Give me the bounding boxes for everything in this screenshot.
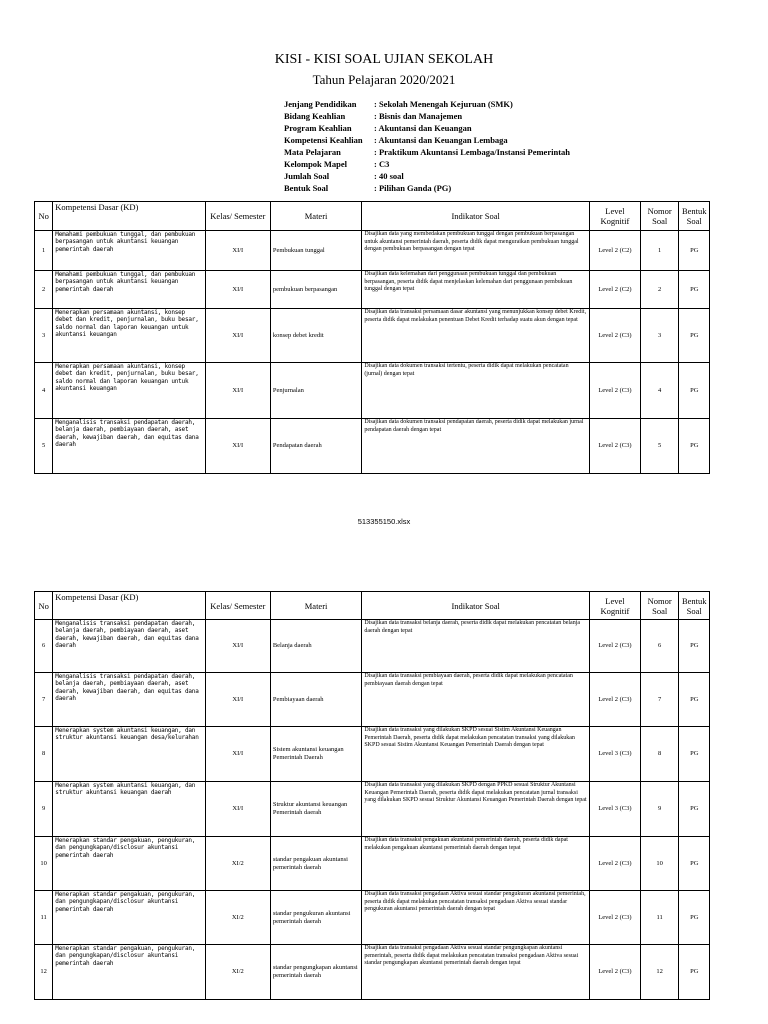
cell-kompetensi-dasar: Menganalisis transaksi pendapatan daerah, belanja daerah, pembiayaan daerah, aset daerah, kewajiban daerah, dan equitas dana daerah (53, 620, 205, 673)
cell-materi: standar pengungkapan akuntansi pemerintah daerah (270, 945, 361, 1000)
info-value: : Pilihan Ganda (PG) (374, 183, 452, 193)
cell-materi: Struktur akuntansi keuangan Pemerintah daerah (270, 782, 361, 837)
cell-materi: Belanja daerah (270, 620, 361, 673)
cell-level-kognitif: Level 2 (C3) (590, 837, 641, 891)
cell-kelas-semester: XI/I (205, 419, 270, 474)
cell-nomor-soal: 4 (640, 363, 679, 419)
cell-materi: Pembukuan tunggal (270, 231, 361, 271)
cell-level-kognitif: Level 2 (C3) (590, 419, 641, 474)
header-nomor: Nomor Soal (640, 202, 679, 231)
cell-level-kognitif: Level 3 (C3) (590, 727, 641, 782)
cell-kompetensi-dasar: Memahami pembukuan tunggal, dan pembukuan berpasangan untuk akuntansi keuangan pemerintah daerah (53, 231, 205, 271)
header-materi: Materi (270, 202, 361, 231)
header-bentuk: Bentuk Soal (679, 202, 710, 231)
cell-indikator: Disajikan data transaksi persamaan dasar akuntansi yang menunjukkan konsep debet Kredit, peserta didik dapat melakukan penentuan Debet Kredit terhadap suatu akun dengan tepat (362, 309, 590, 363)
cell-materi: Pendapatan daerah (270, 419, 361, 474)
cell-kompetensi-dasar: Menganalisis transaksi pendapatan daerah, belanja daerah, pembiayaan daerah, aset daerah, kewajiban daerah, dan equitas dana daerah (53, 419, 205, 474)
cell-no: 1 (35, 231, 53, 271)
cell-bentuk-soal: PG (679, 891, 710, 945)
cell-kompetensi-dasar: Menerapkan standar pengakuan, pengukuran, dan pengungkapan/disclosur akuntansi pemerintah daerah (53, 837, 205, 891)
cell-materi: standar pengakuan akuntansi pemerintah daerah (270, 837, 361, 891)
cell-level-kognitif: Level 2 (C3) (590, 891, 641, 945)
document-title: KISI - KISI SOAL UJIAN SEKOLAH (274, 52, 494, 67)
table-row (35, 673, 710, 727)
cell-kelas-semester: XI/I (205, 309, 270, 363)
info-row (284, 146, 570, 158)
cell-no: 11 (35, 891, 53, 945)
cell-nomor-soal: 10 (640, 837, 679, 891)
info-row (284, 158, 570, 170)
info-label: Kompetensi Keahlian (284, 135, 363, 145)
cell-kelas-semester: XI/2 (205, 891, 270, 945)
cell-bentuk-soal: PG (679, 782, 710, 837)
cell-kompetensi-dasar: Menerapkan standar pengakuan, pengukuran, dan pengungkapan/disclosur akuntansi pemerintah daerah (53, 945, 205, 1000)
cell-level-kognitif: Level 2 (C3) (590, 309, 641, 363)
table-row (35, 727, 710, 782)
info-row (284, 110, 570, 122)
cell-nomor-soal: 9 (640, 782, 679, 837)
cell-kelas-semester: XI/2 (205, 837, 270, 891)
cell-bentuk-soal: PG (679, 945, 710, 1000)
cell-kompetensi-dasar: Menerapkan standar pengakuan, pengukuran, dan pengungkapan/disclosur akuntansi pemerintah daerah (53, 891, 205, 945)
header-no: No (35, 202, 53, 231)
cell-kompetensi-dasar: Menerapkan system akuntansi keuangan, dan struktur akuntansi keuangan desa/kelurahan (53, 727, 205, 782)
cell-nomor-soal: 6 (640, 620, 679, 673)
cell-level-kognitif: Level 2 (C2) (590, 231, 641, 271)
cell-kelas-semester: XI/I (205, 727, 270, 782)
cell-indikator: Disajikan data transaksi yang dilakukan SKPD sesuai Sistim Akuntansi Keuangan Pemerintah Daerah, peserta didik dapat melakukan pencatatan transaksi yang dilakukan SKPD sesuai Sistim Akuntansi Keuangan Pemerintah Daerah dengan tepat (362, 727, 590, 782)
cell-bentuk-soal: PG (679, 309, 710, 363)
cell-indikator: Disajikan data transaksi pengadaan Aktiva sesuai standar pengungkapan akuntansi pemerintah, peserta didik dapat melakukan pencatatan transaksi pengadaan Aktiva sesuai standar pengungkapan akuntansi pemerintah daerah dengan tepat (362, 945, 590, 1000)
cell-no: 10 (35, 837, 53, 891)
cell-bentuk-soal: PG (679, 231, 710, 271)
info-label: Bidang Keahlian (284, 111, 346, 121)
header-indikator: Indikator Soal (362, 592, 590, 620)
header-no: No (35, 592, 53, 620)
info-label: Bentuk Soal (284, 183, 329, 193)
cell-kelas-semester: XI/I (205, 620, 270, 673)
cell-nomor-soal: 5 (640, 419, 679, 474)
table-row (35, 419, 710, 474)
info-value: : C3 (374, 159, 390, 169)
info-label: Program Keahlian (284, 123, 352, 133)
cell-no: 8 (35, 727, 53, 782)
info-value: : Sekolah Menengah Kejuruan (SMK) (374, 99, 513, 109)
cell-nomor-soal: 12 (640, 945, 679, 1000)
header-level: Level Kognitif (590, 202, 641, 231)
info-row (284, 98, 570, 110)
info-label: Mata Pelajaran (284, 147, 341, 157)
info-value: : 40 soal (374, 171, 404, 181)
cell-no: 9 (35, 782, 53, 837)
cell-kelas-semester: XI/I (205, 673, 270, 727)
cell-bentuk-soal: PG (679, 837, 710, 891)
table-row (35, 309, 710, 363)
info-row (284, 122, 570, 134)
cell-kelas-semester: XI/I (205, 271, 270, 309)
cell-bentuk-soal: PG (679, 620, 710, 673)
cell-indikator: Disajikan data transaksi belanja daerah, peserta didik dapat melakukan pencatatan belanja daerah dengan tepat (362, 620, 590, 673)
cell-indikator: Disajikan data transaksi pengakuan akuntansi pemerintah daerah, peserta didik dapat melakukan pengakuan akuntansi pemerintah daerah dengan tepat (362, 837, 590, 891)
cell-no: 7 (35, 673, 53, 727)
cell-no: 5 (35, 419, 53, 474)
cell-bentuk-soal: PG (679, 727, 710, 782)
cell-kompetensi-dasar: Menganalisis transaksi pendapatan daerah, belanja daerah, pembiayaan daerah, aset daerah, kewajiban daerah, dan equitas dana daerah (53, 673, 205, 727)
info-row (284, 134, 570, 146)
info-label: Kelompok Mapel (284, 159, 348, 169)
cell-indikator: Disajikan data transaksi pengadaan Aktiva sesuai standar pengukuran akuntansi pemerintah, peserta didik dapat melakukan pencatatan transaksi pengadaan Aktiva sesuai standar pengukuran akuntansi pemerintah daerah dengan tepat (362, 891, 590, 945)
info-label: Jumlah Soal (284, 171, 330, 181)
info-row (284, 170, 570, 182)
info-value: : Bisnis dan Manajemen (374, 111, 463, 121)
cell-indikator: Disajikan data dokumen transaksi pendapatan daerah, peserta didik dapat melakukan jurnal pendapatan daerah dengan tepat (362, 419, 590, 474)
info-value: : Akuntansi dan Keuangan (374, 123, 472, 133)
cell-kompetensi-dasar: Memahami pembukuan tunggal, dan pembukuan berpasangan untuk akuntansi keuangan pemerintah daerah (53, 271, 205, 309)
cell-kompetensi-dasar: Menerapkan persamaan akuntansi, konsep debet dan kredit, penjurnalan, buku besar, saldo normal dan laporan keuangan untuk akuntansi keuangan (53, 363, 205, 419)
header-kelas: Kelas/ Semester (205, 592, 270, 620)
cell-level-kognitif: Level 2 (C2) (590, 271, 641, 309)
cell-level-kognitif: Level 2 (C3) (590, 945, 641, 1000)
cell-indikator: Disajikan data kelemahan dari penggunaan pembukuan tunggal dan pembukuan berpasangan, peserta didik dapat menjelaskan kelemahan dari penggunaan pembukuan tunggal dengan tepat (362, 271, 590, 309)
cell-nomor-soal: 11 (640, 891, 679, 945)
cell-materi: Pembiayaan daerah (270, 673, 361, 727)
cell-level-kognitif: Level 2 (C3) (590, 363, 641, 419)
header-materi: Materi (270, 592, 361, 620)
cell-materi: Penjurnalan (270, 363, 361, 419)
document-subtitle: Tahun Pelajaran 2020/2021 (312, 72, 456, 87)
cell-level-kognitif: Level 3 (C3) (590, 782, 641, 837)
cell-no: 2 (35, 271, 53, 309)
table-row (35, 363, 710, 419)
cell-bentuk-soal: PG (679, 363, 710, 419)
cell-no: 6 (35, 620, 53, 673)
cell-materi: pembukuan berpasangan (270, 271, 361, 309)
cell-materi: standar pengukuran akuntansi pemerintah daerah (270, 891, 361, 945)
table-row (35, 945, 710, 1000)
cell-kelas-semester: XI/2 (205, 945, 270, 1000)
header-nomor: Nomor Soal (640, 592, 679, 620)
table-row (35, 782, 710, 837)
info-value: : Akuntansi dan Keuangan Lembaga (374, 135, 508, 145)
info-value: : Praktikum Akuntansi Lembaga/Instansi Pemerintah (374, 147, 570, 157)
file-name: 513355150.xlsx (357, 517, 411, 526)
table-row (35, 620, 710, 673)
header-level: Level Kognitif (590, 592, 641, 620)
cell-nomor-soal: 1 (640, 231, 679, 271)
cell-kompetensi-dasar: Menerapkan persamaan akuntansi, konsep debet dan kredit, penjurnalan, buku besar, saldo normal dan laporan keuangan untuk akuntansi keuangan (53, 309, 205, 363)
header-kelas: Kelas/ Semester (205, 202, 270, 231)
info-label: Jenjang Pendidikan (284, 99, 357, 109)
cell-materi: konsep debet kredit (270, 309, 361, 363)
cell-no: 12 (35, 945, 53, 1000)
info-block (284, 98, 570, 194)
cell-bentuk-soal: PG (679, 271, 710, 309)
cell-kelas-semester: XI/I (205, 363, 270, 419)
header-kd: Kompetensi Dasar (KD) (53, 202, 205, 231)
cell-nomor-soal: 2 (640, 271, 679, 309)
table-row (35, 837, 710, 891)
cell-nomor-soal: 8 (640, 727, 679, 782)
cell-kompetensi-dasar: Menerapkan system akuntansi keuangan, dan struktur akuntansi keuangan daerah (53, 782, 205, 837)
cell-no: 3 (35, 309, 53, 363)
cell-nomor-soal: 3 (640, 309, 679, 363)
kisi-table-page-1 (34, 201, 710, 474)
cell-nomor-soal: 7 (640, 673, 679, 727)
header-indikator: Indikator Soal (362, 202, 590, 231)
header-kd: Kompetensi Dasar (KD) (53, 592, 205, 620)
cell-indikator: Disajikan data yang membedakan pembukuan tunggal dengan pembukuan berpasangan untuk akuntansi pemerintah daerah, peserta didik dapat menguraikan pembukuan tunggal dengan pembukuan berpasangan dengan tepat (362, 231, 590, 271)
cell-materi: Sistem akuntansi keuangan Pemerintah Daerah (270, 727, 361, 782)
cell-no: 4 (35, 363, 53, 419)
cell-kelas-semester: XI/I (205, 782, 270, 837)
info-row (284, 182, 570, 194)
cell-indikator: Disajikan data dokumen transaksi tertentu, peserta didik dapat melakukan pencatatan (jurnal) dengan tepat (362, 363, 590, 419)
cell-kelas-semester: XI/I (205, 231, 270, 271)
table-row (35, 231, 710, 271)
cell-indikator: Disajikan data transaksi yang dilakukan SKPD dengan PPKD sesuai Struktur Akuntansi Keuangan Pemerintah Daerah, peserta didik dapat melakukan pencatatan jurnal transaksi yang dilakukan SKPD sesuai Struktur Akuntansi Keuangan Pemerintah Daerah dengan tepat (362, 782, 590, 837)
cell-bentuk-soal: PG (679, 673, 710, 727)
table-row (35, 891, 710, 945)
kisi-table-page-2 (34, 591, 710, 1000)
cell-level-kognitif: Level 2 (C3) (590, 620, 641, 673)
cell-indikator: Disajikan data transaksi pembiayaan daerah, peserta didik dapat melakukan pencatatan pembiayaan daerah dengan tepat (362, 673, 590, 727)
table-row (35, 271, 710, 309)
cell-bentuk-soal: PG (679, 419, 710, 474)
header-bentuk: Bentuk Soal (679, 592, 710, 620)
cell-level-kognitif: Level 2 (C3) (590, 673, 641, 727)
